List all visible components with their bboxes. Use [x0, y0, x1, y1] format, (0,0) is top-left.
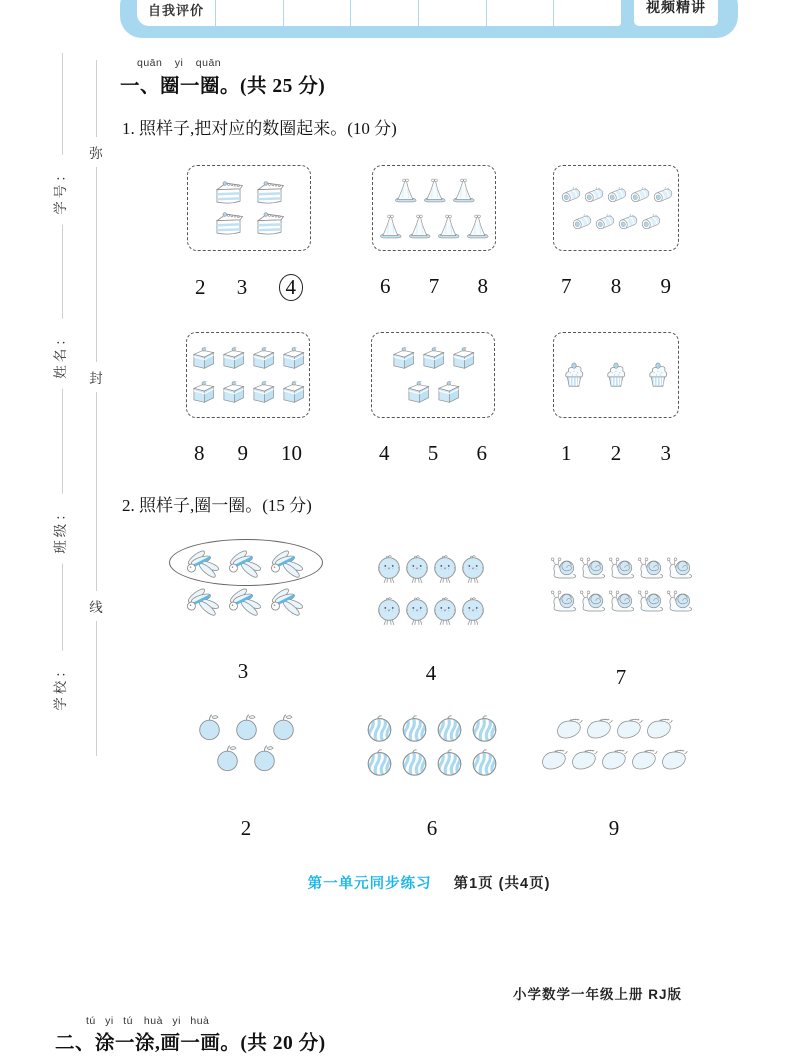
snail-icon — [578, 584, 607, 617]
icon-row — [371, 589, 491, 631]
evaluation-cell — [350, 0, 418, 26]
snail-icon — [607, 584, 636, 617]
dragonfly-icon — [265, 583, 305, 621]
item-box — [187, 165, 311, 251]
item-box — [553, 332, 679, 418]
counting-group — [553, 165, 679, 299]
chick-icon — [431, 589, 459, 631]
evaluation-cell — [418, 0, 486, 26]
mango-icon — [569, 743, 599, 774]
mango-icon — [599, 743, 629, 774]
cone-icon — [450, 173, 477, 208]
counting-group — [187, 165, 311, 301]
count-number: 3 — [237, 659, 249, 683]
cone-icon — [435, 209, 462, 244]
number-choice: 6 — [476, 441, 487, 465]
snail-icon — [636, 551, 665, 584]
class-label: 班级： — [49, 494, 69, 564]
section1-instruction: 1. 照样子,把对应的数圈起来。(10 分) — [122, 119, 397, 138]
self-evaluation-label: 自我评价 — [147, 2, 204, 18]
section2-instruction: 2. 照样子,圈一圈。(15 分) — [122, 496, 312, 515]
item-box — [372, 165, 496, 251]
number-choice: 8 — [610, 274, 622, 298]
chick-icon — [375, 589, 403, 631]
icon-row — [371, 547, 491, 589]
cube-cake-icon — [389, 342, 417, 375]
watermelon-icon — [433, 746, 466, 780]
circle-group — [536, 712, 692, 840]
number-choice: 3 — [660, 441, 671, 465]
icon-row — [570, 209, 662, 235]
section2-next-pinyin: tú yi tú huà yi huà — [86, 1015, 210, 1027]
icon-row — [553, 356, 679, 394]
circle-group — [371, 547, 491, 685]
cube-cake-icon — [434, 376, 462, 409]
cube-cake-icon — [219, 342, 247, 375]
number-choice: 9 — [660, 274, 671, 298]
cube-cake-icon — [279, 342, 307, 375]
number-choices — [553, 274, 679, 299]
icon-row — [376, 209, 492, 244]
self-evaluation-table — [137, 0, 621, 26]
mango-icon — [584, 712, 614, 743]
snail-icon — [636, 584, 665, 617]
snail-icon — [549, 551, 578, 584]
icon-row — [176, 583, 310, 621]
number-choices — [553, 441, 679, 466]
apple-icon — [211, 743, 244, 774]
icon-row — [388, 342, 478, 375]
cone-icon — [406, 209, 433, 244]
count-number: 9 — [608, 816, 620, 840]
icon-row — [536, 743, 692, 774]
chick-icon — [403, 547, 431, 589]
number-choice: 2 — [610, 441, 622, 465]
footer-unit-label: 第一单元同步练习 — [307, 876, 432, 892]
circle-group — [188, 712, 304, 840]
section1-title: 一、圈一圈。(共 25 分) — [120, 76, 326, 97]
number-choices — [187, 274, 311, 301]
school-label: 学校： — [49, 651, 69, 721]
seal-char-2: 封 — [88, 362, 104, 392]
cube-cake-icon — [249, 376, 277, 409]
icon-row — [208, 178, 290, 208]
cupcake-icon — [559, 356, 589, 394]
roll-icon — [628, 182, 651, 208]
cube-cake-icon — [279, 376, 307, 409]
circle-group — [176, 545, 310, 683]
number-choice: 3 — [236, 275, 248, 299]
mango-icon — [539, 743, 569, 774]
number-choice: 2 — [195, 275, 206, 299]
dragonfly-icon — [265, 545, 305, 583]
number-choice: 5 — [427, 441, 439, 465]
icon-row — [403, 376, 463, 409]
icon-row — [188, 743, 304, 774]
cube-cake-icon — [419, 342, 447, 375]
counting-group — [553, 332, 679, 466]
watermelon-icon — [468, 746, 501, 780]
section2-next-title: 二、涂一涂,画一画。(共 20 分) — [55, 1033, 326, 1054]
number-choice: 7 — [561, 274, 572, 298]
watermelon-icon — [398, 712, 431, 746]
cube-cake-icon — [189, 376, 217, 409]
mango-icon — [554, 712, 584, 743]
student-number-label: 学号： — [49, 155, 69, 225]
chick-icon — [403, 589, 431, 631]
icon-row — [559, 182, 674, 208]
cake-slice-icon — [212, 210, 245, 238]
number-choice: 9 — [237, 441, 248, 465]
icon-row — [362, 746, 502, 780]
chick-icon — [459, 589, 487, 631]
dragonfly-icon — [181, 583, 221, 621]
snail-icon — [607, 551, 636, 584]
roll-icon — [559, 182, 582, 208]
snail-icon — [549, 584, 578, 617]
circle-group — [362, 712, 502, 840]
watermelon-icon — [433, 712, 466, 746]
mango-icon — [659, 743, 689, 774]
counting-group — [186, 332, 310, 466]
icon-row — [188, 342, 308, 375]
snail-icon — [578, 551, 607, 584]
number-choice: 8 — [477, 274, 488, 298]
dragonfly-icon — [223, 583, 263, 621]
roll-icon — [605, 182, 628, 208]
item-box — [553, 165, 679, 251]
icon-row — [188, 712, 304, 743]
cone-icon — [464, 209, 491, 244]
icon-row — [536, 712, 692, 743]
evaluation-cell — [486, 0, 554, 26]
icon-row — [188, 376, 308, 409]
mango-icon — [644, 712, 674, 743]
cube-cake-icon — [404, 376, 432, 409]
icon-row — [176, 545, 310, 583]
cone-icon — [377, 209, 404, 244]
count-number: 2 — [240, 816, 252, 840]
dragonfly-icon — [181, 545, 221, 583]
chick-icon — [375, 547, 403, 589]
header-band — [120, 0, 738, 38]
seal-char-1: 弥 — [88, 137, 104, 167]
number-choice: 10 — [281, 441, 302, 465]
number-choice: 1 — [561, 441, 572, 465]
apple-icon — [193, 712, 226, 743]
number-choice: 8 — [194, 441, 205, 465]
count-number: 7 — [615, 665, 627, 689]
evaluation-cell — [283, 0, 351, 26]
apple-icon — [230, 712, 263, 743]
circle-group — [546, 551, 696, 689]
number-choice: 4 — [379, 441, 390, 465]
watermelon-icon — [468, 712, 501, 746]
page-footer — [120, 872, 738, 893]
cupcake-icon — [601, 356, 631, 394]
book-edition-label: 小学数学一年级上册 RJ版 — [512, 987, 682, 1002]
cupcake-icon — [643, 356, 673, 394]
cake-slice-icon — [253, 210, 286, 238]
cube-cake-icon — [189, 342, 217, 375]
number-choice: 6 — [380, 274, 391, 298]
apple-icon — [248, 743, 281, 774]
cube-cake-icon — [249, 342, 277, 375]
snail-icon — [665, 584, 694, 617]
counting-group — [372, 165, 496, 299]
roll-icon — [616, 209, 639, 235]
snail-icon — [665, 551, 694, 584]
chick-icon — [431, 547, 459, 589]
self-evaluation-cells — [215, 0, 621, 26]
number-choices — [186, 441, 310, 466]
icon-row — [546, 551, 696, 584]
count-number: 6 — [426, 816, 438, 840]
roll-icon — [639, 209, 662, 235]
number-choice: 7 — [428, 274, 440, 298]
cake-slice-icon — [253, 179, 286, 207]
counting-group — [371, 332, 495, 466]
watermelon-icon — [363, 746, 396, 780]
icon-row — [208, 209, 290, 239]
item-box — [186, 332, 310, 418]
apple-icon — [267, 712, 300, 743]
watermelon-icon — [363, 712, 396, 746]
cone-icon — [421, 173, 448, 208]
chick-icon — [459, 547, 487, 589]
item-box — [371, 332, 495, 418]
name-label: 姓名： — [49, 319, 69, 389]
number-choices — [371, 441, 495, 466]
cone-icon — [392, 173, 419, 208]
evaluation-cell — [553, 0, 621, 26]
cube-cake-icon — [449, 342, 477, 375]
icon-row — [362, 712, 502, 746]
cube-cake-icon — [219, 376, 247, 409]
number-choices — [372, 274, 496, 299]
watermelon-icon — [398, 746, 431, 780]
section1-pinyin: quān yi quān — [137, 57, 222, 69]
count-number: 4 — [425, 661, 437, 685]
circled-number: 4 — [279, 274, 304, 301]
roll-icon — [570, 209, 593, 235]
mango-icon — [614, 712, 644, 743]
evaluation-cell — [215, 0, 283, 26]
icon-row — [391, 173, 478, 208]
seal-char-3: 线 — [88, 591, 104, 621]
dragonfly-icon — [223, 545, 263, 583]
video-lecture-button[interactable]: 视频精讲 — [634, 0, 718, 26]
roll-icon — [593, 209, 616, 235]
roll-icon — [582, 182, 605, 208]
footer-page-label: 第1页 (共4页) — [453, 876, 551, 892]
cake-slice-icon — [212, 179, 245, 207]
roll-icon — [651, 182, 674, 208]
mango-icon — [629, 743, 659, 774]
icon-row — [546, 584, 696, 617]
